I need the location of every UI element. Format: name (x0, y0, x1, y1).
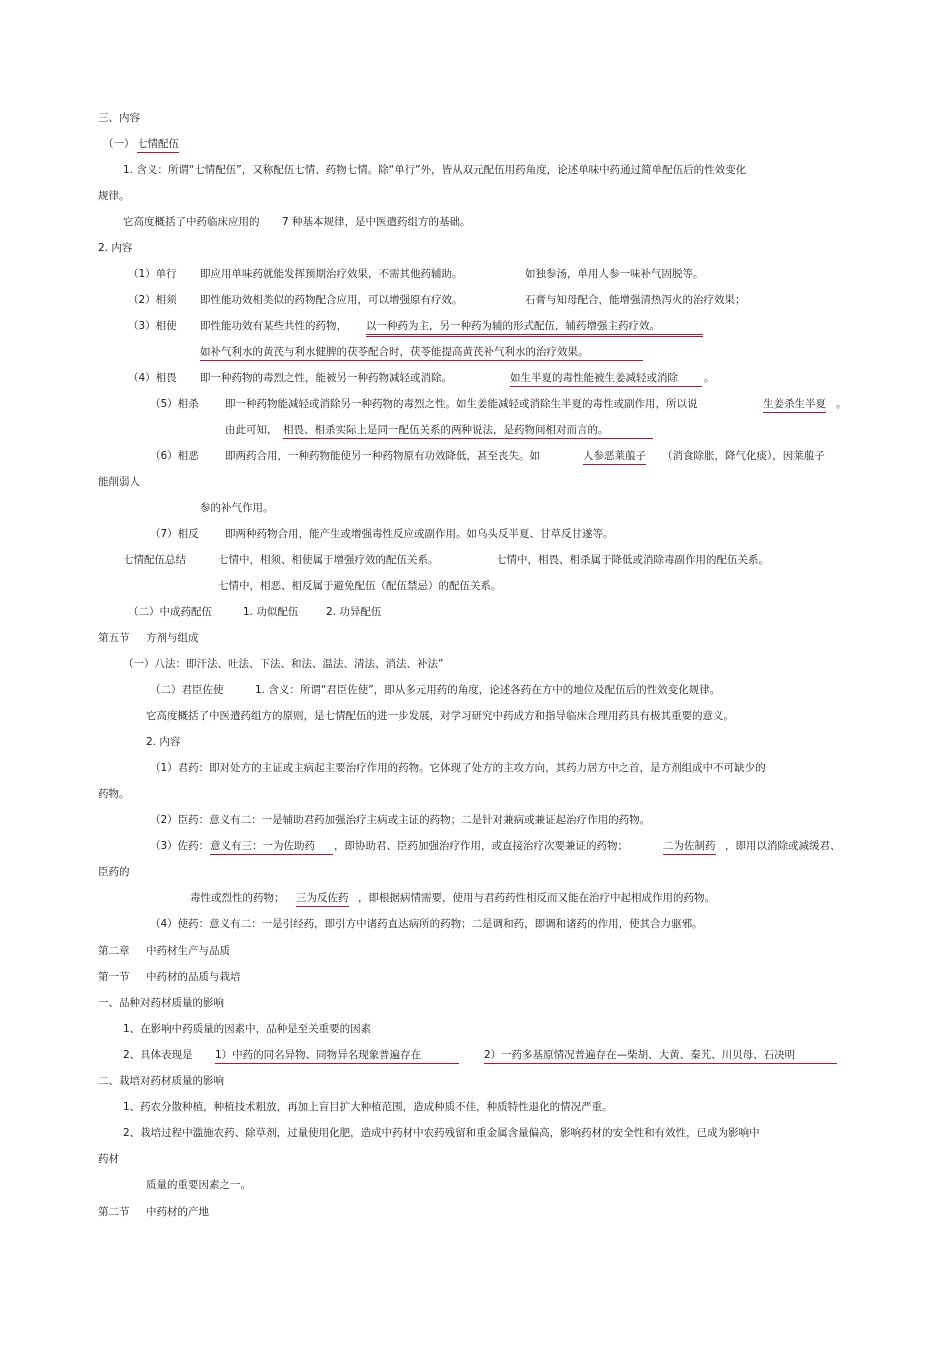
paragraph-summary: 它高度概括了中药临床应用的 (123, 216, 260, 228)
summary-text: 七情中，相须、相使属于增强疗效的配伍关系。 (218, 554, 439, 566)
highlighted-term: 三为反佐药 (296, 891, 349, 907)
section-content-label: 2. 内容 (146, 736, 181, 748)
item-label: （3）相使 (128, 320, 177, 332)
paragraph-summary: 它高度概括了中医遣药组方的原则，是七情配伍的进一步发展，对学习研究中药成方和指导临床合理用药具有极其重要的意义。 (146, 710, 734, 722)
item-text: ，即用以消除或减缓君、 (725, 840, 841, 852)
item-text-cont: 臣药的 (98, 866, 130, 878)
item-label: （5）相杀 (150, 398, 199, 410)
highlighted-term: 人参恶莱菔子 (583, 449, 646, 465)
item-chenyao: （2）臣药：意义有二：一是辅助君药加强治疗主病或主证的药物；二是针对兼病或兼证起治疗作用的药物。 (150, 814, 651, 826)
paragraph-definition: 1. 含义：所谓“君臣佐使”，即从多元用药的角度，论述各药在方中的地位及配伍后的性效变化规律。 (255, 684, 721, 696)
item-shiyao: （4）使药：意义有二：一是引经药，即引方中诸药直达病所的药物；二是调和药，即调和诸药的作用，使其合力驱邪。 (150, 918, 703, 930)
list-item: 2. 功异配伍 (326, 606, 382, 618)
paragraph-definition: 1. 含义：所谓“七情配伍”，又称配伍七情、药物七情。除“单行”外，皆从双元配伍用药角度，论述单味中药通过简单配伍后的性效变化 (123, 164, 747, 176)
heading-content: 三、内容 (98, 112, 140, 124)
item-text-cont: 参的补气作用。 (200, 502, 274, 514)
summary-label: 七情配伍总结 (123, 554, 186, 566)
item-text: 毒性或烈性的药物； (190, 892, 285, 904)
heading-cultivation: 二、栽培对药材质量的影响 (98, 1075, 224, 1087)
list-item: 2、具体表现是 (123, 1049, 193, 1061)
heading-variety: 一、品种对药材质量的影响 (98, 997, 224, 1009)
highlighted-text: 以一种药为主，另一种药为辅的形式配伍，辅药增强主药疗效。 (366, 319, 703, 337)
item-label: （4）相畏 (128, 372, 177, 384)
item-label: （7）相反 (150, 528, 199, 540)
section-number: 第一节 (98, 971, 130, 983)
item-text: ，即根据病情需要，使用与君药药性相反而又能在治疗中起相成作用的药物。 (358, 892, 715, 904)
list-item: 2、栽培过程中滥施农药、除草剂，过量使用化肥，造成中药材中农药残留和重金属含量偏高，影响药材的安全性和有效性，已成为影响中 (123, 1127, 760, 1139)
paragraph-summary-cont: 7 种基本规律，是中医遣药组方的基础。 (282, 216, 471, 228)
item-text: 即一种药物能减轻或消除另一种药物的毒烈之性。如生姜能减轻或消除生半夏的毒性或副作用，所以说 (225, 398, 698, 410)
section-title: 方剂与组成 (146, 632, 199, 644)
list-item: 1. 功似配伍 (243, 606, 299, 618)
highlighted-example: 如补气利水的黄芪与利水健脾的茯苓配合时，茯苓能提高黄芪补气利水的治疗效果。 (200, 345, 643, 361)
item-text: 由此可知， (225, 424, 278, 436)
item-example: 如独参汤，单用人参一味补气固脱等。 (525, 268, 704, 280)
highlighted-text: 2）一药多基原情况普遍存在—柴胡、大黄、秦艽、川贝母、石决明 (484, 1048, 837, 1064)
subheading-marker: （一） (103, 138, 135, 150)
list-item: 1、在影响中药质量的因素中，品种是至关重要的因素 (123, 1023, 372, 1035)
list-item: 1、药农分散种植，种植技术粗放，再加上盲目扩大种植范围，造成种质不佳，种质特性退化的情况严重。 (123, 1101, 613, 1113)
highlighted-term: 生姜杀生半夏 (763, 397, 826, 413)
item-junyao-cont: 药物。 (98, 788, 130, 800)
item-text: ，即协助君、臣药加强治疗作用，或直接治疗次要兼证的药物； (334, 840, 628, 852)
item-text: 即一种药物的毒烈之性，能被另一种药物减轻或消除。 (200, 372, 452, 384)
highlighted-term: 意义有三：一为佐助药 (210, 839, 333, 855)
summary-text: 七情中，相恶、相反属于避免配伍（配伍禁忌）的配伍关系。 (218, 580, 502, 592)
list-item-cont: 药材 (98, 1153, 119, 1165)
section-title: 中药材的品质与栽培 (146, 971, 241, 983)
list-item-cont: 质量的重要因素之一。 (146, 1179, 251, 1191)
item-text: （消食除胀，降气化痰），因莱菔子 (662, 450, 825, 462)
section-number: 第二节 (98, 1206, 130, 1218)
item-junyao: （1）君药：即对处方的主证或主病起主要治疗作用的药物。它体现了处方的主攻方向，其药力居方中之首，是方剂组成中不可缺少的 (150, 762, 766, 774)
subheading-chengyao: （二）中成药配伍 (128, 606, 212, 618)
item-text: 即两药合用，一种药物能使另一种药物原有功效降低，甚至丧失。如 (225, 450, 540, 462)
item-example: 石膏与知母配合，能增强清热泻火的治疗效果； (525, 294, 746, 306)
highlighted-example: 如生半夏的毒性能被生姜减轻或消除 (510, 371, 702, 387)
item-label: （2）相须 (128, 294, 177, 306)
item-text-cont: 能削弱人 (98, 476, 140, 488)
summary-text: 七情中，相畏、相杀属于降低或消除毒副作用的配伍关系。 (496, 554, 769, 566)
item-text: 即性能功效相类似的药物配合应用，可以增强原有疗效。 (200, 294, 463, 306)
item-text: 即应用单味药就能发挥预期治疗效果，不需其他药辅助。 (200, 268, 463, 280)
punctuation: 。 (836, 398, 847, 410)
chapter-number: 第二章 (98, 945, 130, 957)
paragraph-bafa: （一）八法：即汗法、吐法、下法、和法、温法、清法、消法、补法” (123, 658, 444, 670)
punctuation: 。 (704, 372, 715, 384)
item-text: 即两种药物合用，能产生或增强毒性反应或副作用。如乌头反半夏、甘草反甘遂等。 (225, 528, 614, 540)
highlighted-term: 二为佐制药 (663, 839, 716, 855)
item-label: （1）单行 (128, 268, 177, 280)
item-text: 即性能功效有某些共性的药物， (200, 320, 347, 332)
section-content-label: 2. 内容 (98, 242, 133, 254)
section-number: 第五节 (98, 632, 130, 644)
chapter-title: 中药材生产与品质 (146, 945, 230, 957)
section-title: 中药材的产地 (146, 1206, 209, 1218)
item-label: （3）佐药： (150, 840, 210, 852)
paragraph-definition-cont: 规律。 (98, 190, 130, 202)
item-label: （6）相恶 (150, 450, 199, 462)
highlighted-text: 相畏、相杀实际上是同一配伍关系的两种说法，是药物间相对而言的。 (283, 423, 653, 439)
highlighted-text: 1）中药的同名异物、同物异名现象普遍存在 (215, 1048, 459, 1064)
subheading-junchen: （二）君臣佐使 (150, 684, 224, 696)
subheading-qiqing: 七情配伍 (137, 137, 179, 153)
